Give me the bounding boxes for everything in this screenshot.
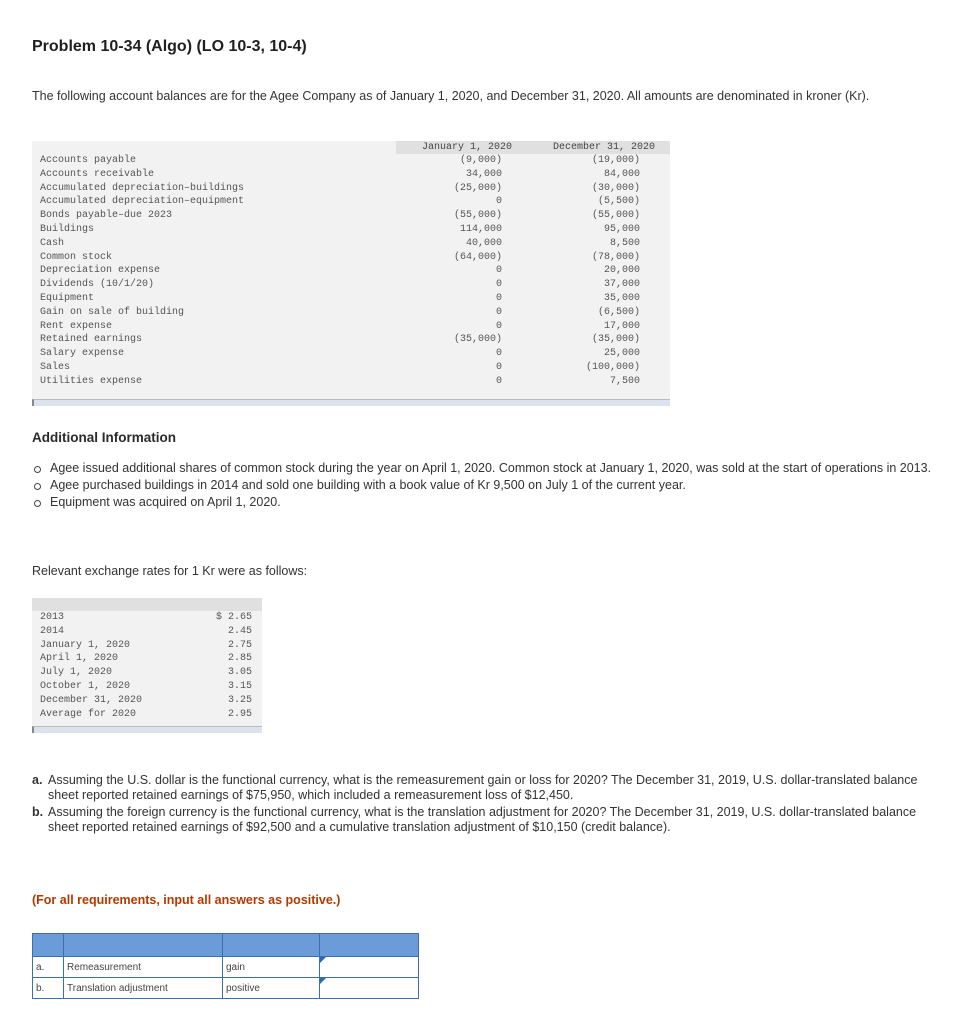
account-name: Bonds payable–due 2023 <box>40 210 173 222</box>
question-b: b. Assuming the foreign currency is the functional currency, what is the translation adjustment for 2020? The December 31, 2019, U.S. dollar-translated balance sheet reported retained earnings of $92,500 and a cumulative translation adjustment of $10,150 (credit balance). <box>32 805 917 834</box>
account-name: Cash <box>40 237 65 249</box>
jan-balance: (35,000) <box>453 334 502 346</box>
rate-date: April 1, 2020 <box>40 653 119 665</box>
answer-table <box>32 933 419 999</box>
rate-date: January 1, 2020 <box>40 639 131 651</box>
dec-balance: 8,500 <box>609 237 640 249</box>
rate-value: $ 2.65 <box>215 612 252 623</box>
translation-type-select[interactable]: positive <box>223 978 320 999</box>
jan-balance: (9,000) <box>459 155 502 166</box>
answer-table-header <box>33 934 419 957</box>
dec-balance: (35,000) <box>591 334 640 346</box>
dec-balance: 37,000 <box>603 279 640 291</box>
remeasurement-type-select[interactable]: gain <box>223 957 320 978</box>
requirements-list <box>32 773 932 837</box>
row-item: Translation adjustment <box>64 978 223 999</box>
jan-balance: 0 <box>495 348 502 360</box>
page-title: Problem 10-34 (Algo) (LO 10-3, 10-4) <box>32 38 307 55</box>
header-dec: December 31, 2020 <box>552 142 656 153</box>
additional-info-list <box>32 461 942 512</box>
dec-balance: 35,000 <box>603 292 640 304</box>
instruction-text: (For all requirements, input all answers as positive.) <box>32 893 341 907</box>
dec-balance: (55,000) <box>591 210 640 222</box>
bullet-icon <box>34 483 41 490</box>
rate-date: October 1, 2020 <box>40 680 131 692</box>
account-name: Accumulated depreciation–equipment <box>40 196 245 208</box>
input-marker-icon <box>320 957 326 963</box>
row-label: a. <box>33 957 64 978</box>
account-name: Utilities expense <box>40 375 143 387</box>
account-name: Buildings <box>40 223 95 235</box>
account-name: Retained earnings <box>40 334 143 346</box>
jan-balance: 0 <box>495 279 502 291</box>
dec-balance: 95,000 <box>603 223 640 235</box>
account-name: Accumulated depreciation–buildings <box>40 182 245 194</box>
rate-value: 2.45 <box>227 625 252 637</box>
dec-balance: (6,500) <box>597 306 640 318</box>
account-name: Rent expense <box>40 320 113 332</box>
answer-row-b <box>33 978 419 999</box>
account-name: Common stock <box>40 251 113 263</box>
list-item: Agee issued additional shares of common stock during the year on April 1, 2020. Common stock at January 1, 2020, was sold at the start of operations in 2013. <box>32 461 942 476</box>
account-name: Salary expense <box>40 348 125 360</box>
account-name: Sales <box>40 361 71 373</box>
input-marker-icon <box>320 978 326 984</box>
jan-balance: 34,000 <box>465 168 502 180</box>
account-name: Gain on sale of building <box>40 306 185 318</box>
jan-balance: 0 <box>495 265 502 277</box>
jan-balance: (25,000) <box>453 182 502 194</box>
dec-balance: (100,000) <box>585 361 640 373</box>
jan-balance: 0 <box>495 196 502 208</box>
rate-date: 2014 <box>40 625 65 637</box>
dec-balance: 25,000 <box>603 348 640 360</box>
jan-balance: 0 <box>495 320 502 332</box>
list-item: Agee purchased buildings in 2014 and sold one building with a book value of Kr 9,500 on July 1 of the current year. <box>32 478 942 493</box>
dec-balance: 7,500 <box>609 375 640 387</box>
rate-date: 2013 <box>40 612 65 623</box>
question-a: a. Assuming the U.S. dollar is the functional currency, what is the remeasurement gain or loss for 2020? The December 31, 2019, U.S. dollar-translated balance sheet reported retained earnings of $75,950, which included a remeasurement loss of $12,450. <box>32 773 918 802</box>
rate-value: 2.85 <box>227 653 252 665</box>
rate-value: 2.95 <box>227 708 252 720</box>
exchange-rates-table <box>32 598 262 733</box>
account-name: Accounts payable <box>40 155 137 166</box>
additional-info-title: Additional Information <box>32 430 176 445</box>
dec-balance: (5,500) <box>597 196 640 208</box>
rate-value: 3.25 <box>227 694 252 706</box>
jan-balance: 40,000 <box>465 237 502 249</box>
dec-balance: (30,000) <box>591 182 640 194</box>
row-item: Remeasurement <box>64 957 223 978</box>
jan-balance: 0 <box>495 306 502 318</box>
account-balances-table <box>32 141 670 406</box>
dec-balance: 17,000 <box>603 320 640 332</box>
translation-amount-input[interactable] <box>320 978 419 999</box>
dec-balance: (78,000) <box>591 251 640 263</box>
row-label: b. <box>33 978 64 999</box>
account-name: Equipment <box>40 292 95 304</box>
intro-text: The following account balances are for the Agee Company as of January 1, 2020, and December 31, 2020. All amounts are denominated in kroner (Kr). <box>32 89 870 103</box>
account-name: Accounts receivable <box>40 168 155 180</box>
jan-balance: 0 <box>495 361 502 373</box>
rate-date: July 1, 2020 <box>40 667 113 679</box>
dec-balance: 20,000 <box>603 265 640 277</box>
rate-value: 3.15 <box>227 680 252 692</box>
account-name: Dividends (10/1/20) <box>40 279 155 291</box>
jan-balance: 0 <box>495 375 502 387</box>
rate-date: Average for 2020 <box>40 708 137 720</box>
account-name: Depreciation expense <box>40 265 161 277</box>
remeasurement-amount-input[interactable] <box>320 957 419 978</box>
jan-balance: (55,000) <box>453 210 502 222</box>
jan-balance: 0 <box>495 292 502 304</box>
rate-date: December 31, 2020 <box>40 694 143 706</box>
bullet-icon <box>34 500 41 507</box>
list-item: Equipment was acquired on April 1, 2020. <box>32 495 942 510</box>
dec-balance: (19,000) <box>591 155 640 166</box>
header-jan: January 1, 2020 <box>421 142 512 153</box>
rate-value: 3.05 <box>227 667 252 679</box>
jan-balance: 114,000 <box>459 223 502 235</box>
bullet-icon <box>34 466 41 473</box>
jan-balance: (64,000) <box>453 251 502 263</box>
dec-balance: 84,000 <box>603 168 640 180</box>
rate-value: 2.75 <box>227 639 252 651</box>
answer-row-a <box>33 957 419 978</box>
rates-intro: Relevant exchange rates for 1 Kr were as follows: <box>32 564 308 578</box>
